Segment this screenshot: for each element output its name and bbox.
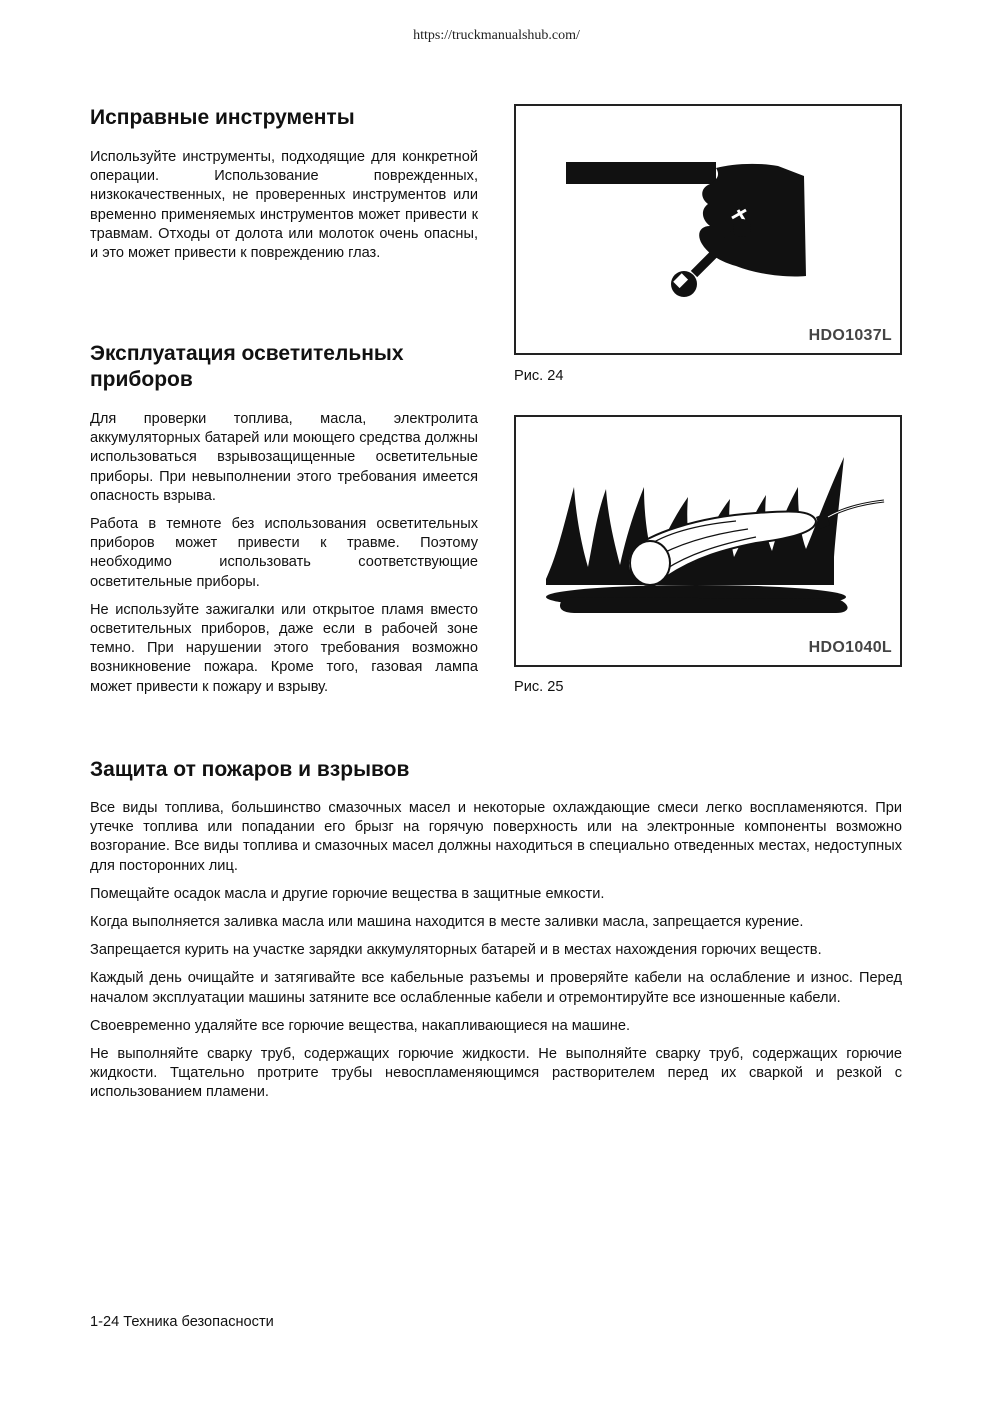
section-lighting-title: Эксплуатация осветительных приборов xyxy=(90,342,404,391)
lighting-paragraph: Не используйте зажигалки или открытое пламя вместо осветительных приборов, даже если в рабочей зоне темно. При нарушении этого требования возможно возникновение пожара. Кроме того, газовая лампа может привести к пожару и взрыву. xyxy=(90,601,478,695)
hand-wrench-illustration xyxy=(516,106,900,353)
section-lighting xyxy=(90,341,478,697)
lighting-paragraph: Работа в темноте без использования осветительных приборов может привести к травме. Поэтому необходимо использовать соответствующие осветительные приборы. xyxy=(90,516,478,590)
figure-24-code: HDO1037L xyxy=(808,327,892,344)
fire-paragraph: Не выполняйте сварку труб, содержащих горючие жидкости. Не выполняйте сварку труб, содержащих горючие жидкости. Тщательно протрите трубы невоспламеняющимся растворителем перед их сваркой и резкой с использованием пламени. xyxy=(90,1046,902,1101)
figure-25-caption: Рис. 25 xyxy=(514,679,564,695)
fire-paragraph: Каждый день очищайте и затягивайте все кабельные разъемы и проверяйте кабели на ослабление и износ. Перед началом эксплуатации машины затяните все ослабленные кабели и отремонтируйте все изношенные кабели. xyxy=(90,970,902,1006)
flame-lamp-illustration xyxy=(516,417,900,665)
section-tools xyxy=(90,105,478,263)
figure-24-hand-wrench xyxy=(514,104,902,355)
figure-25-flame-lamp xyxy=(514,415,902,667)
section-tools-body: Используйте инструменты, подходящие для конкретной операции. Использование поврежденных, низкокачественных, не проверенных инструментов или временно применяемых инструментов может привести к травмам. Отходы от долота или молоток очень опасны, и это может привести к повреждению глаз. xyxy=(90,149,478,262)
figure-24-caption: Рис. 24 xyxy=(514,368,564,384)
source-url: https://truckmanualshub.com/ xyxy=(413,28,580,43)
section-tools-title: Исправные инструменты xyxy=(90,106,355,129)
lighting-paragraph: Для проверки топлива, масла, электролита аккумуляторных батарей или моющего средства должны использоваться взрывозащищенные осветительные приборы. При невыполнении этого требования имеется опасность взрыва. xyxy=(90,411,478,504)
fire-paragraph: Все виды топлива, большинство смазочных масел и некоторые охлаждающие смеси легко воспламеняются. При утечке топлива или попадании его брызг на горячую поверхность или на электронные компоненты возможно возгорание. Все виды топлива и смазочных масел должны находиться в специально отведенных местах, недоступных для посторонних лиц. xyxy=(90,800,902,874)
section-fire-title: Защита от пожаров и взрывов xyxy=(90,758,410,781)
fire-paragraph: Запрещается курить на участке зарядки аккумуляторных батарей и в местах нахождения горючих веществ. xyxy=(90,942,822,959)
fire-paragraph: Помещайте осадок масла и другие горючие вещества в защитные емкости. xyxy=(90,885,605,902)
figure-25-code: HDO1040L xyxy=(808,639,892,656)
fire-paragraph: Когда выполняется заливка масла или машина находится в месте заливки масла, запрещается курение. xyxy=(90,914,804,931)
fire-paragraph: Своевременно удаляйте все горючие вещества, накапливающиеся на машине. xyxy=(90,1017,631,1034)
page-footer: 1-24 Техника безопасности xyxy=(90,1314,274,1330)
section-fire xyxy=(90,757,902,1103)
